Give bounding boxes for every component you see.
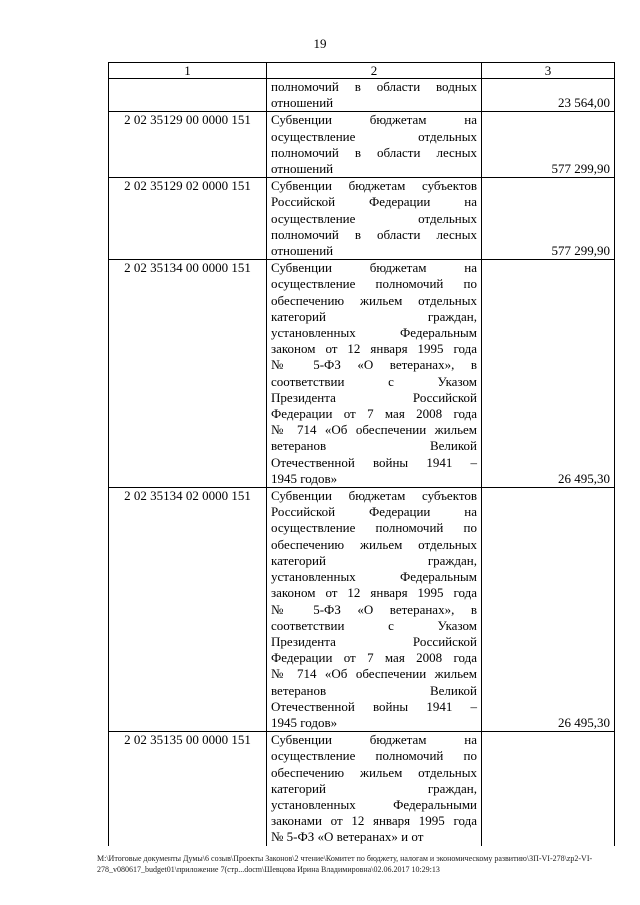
file-path-footer: M:\Итоговые документы Думы\6 созыв\Проекты Законов\2 чтение\Комитет по бюджету, налогам и экономическому развитию\ЗП-VI-278\zp2-VI-278_v080617_budget01\приложение 7(стр...docm\Шевцова Ирина Владимировна\02.06.2017 10:29:13	[97, 854, 593, 874]
description-line: № 714 «Об обеспечении жильем	[271, 666, 477, 682]
description-line: осуществление полномочий по	[271, 748, 477, 764]
table-row	[109, 732, 615, 846]
table-row	[109, 112, 615, 178]
budget-code: 2 02 35129 02 0000 151	[109, 178, 267, 260]
description-line: Отечественной войны 1941 –	[271, 454, 477, 470]
description-line: Субвенции бюджетам субъектов	[271, 178, 477, 194]
description-cell	[267, 260, 482, 488]
budget-code: 2 02 35134 02 0000 151	[109, 488, 267, 732]
amount	[482, 732, 615, 846]
description-line: отношений	[271, 161, 334, 177]
amount: 26 495,30	[482, 488, 615, 732]
description-line: 1945 годов»	[271, 470, 338, 486]
column-header-2: 2	[267, 63, 482, 79]
description-line: Российской Федерации на	[271, 504, 477, 520]
description-line: осуществление отдельных	[271, 210, 477, 226]
description-line: Субвенции бюджетам на	[271, 260, 477, 276]
description-line: № 714 «Об обеспечении жильем	[271, 422, 477, 438]
description-line: № 5-ФЗ «О ветеранах», в	[271, 357, 477, 373]
amount: 577 299,90	[482, 178, 615, 260]
description-line: осуществление отдельных	[271, 128, 477, 144]
description-line: Субвенции бюджетам на	[271, 732, 477, 748]
description-line: полномочий в области водных	[271, 79, 477, 94]
description-line: № 5-ФЗ «О ветеранах» и от	[271, 829, 424, 845]
description-line: ветеранов Великой	[271, 682, 477, 698]
description-line: 1945 годов»	[271, 714, 338, 730]
budget-code: 2 02 35129 00 0000 151	[109, 112, 267, 178]
table-row	[109, 260, 615, 488]
description-cell	[267, 112, 482, 178]
description-line: Президента Российской	[271, 389, 477, 405]
column-header-1: 1	[109, 63, 267, 79]
description-line: установленных Федеральным	[271, 325, 477, 341]
description-line: обеспечению жильем отдельных	[271, 292, 477, 308]
description-line: Президента Российской	[271, 633, 477, 649]
description-cell	[267, 488, 482, 732]
description-line: осуществление полномочий по	[271, 276, 477, 292]
description-line: № 5-ФЗ «О ветеранах», в	[271, 601, 477, 617]
description-line: ветеранов Великой	[271, 438, 477, 454]
description-line: обеспечению жильем отдельных	[271, 764, 477, 780]
description-line: Федерации от 7 мая 2008 года	[271, 650, 477, 666]
table-row	[109, 79, 615, 112]
description-cell	[267, 732, 482, 846]
description-line: полномочий в области лесных	[271, 226, 477, 242]
table-row	[109, 178, 615, 260]
description-line: категорий граждан,	[271, 780, 477, 796]
description-line: законами от 12 января 1995 года	[271, 813, 477, 829]
description-line: соответствии с Указом	[271, 373, 477, 389]
description-line: Федерации от 7 мая 2008 года	[271, 406, 477, 422]
description-line: категорий граждан,	[271, 552, 477, 568]
description-line: законом от 12 января 1995 года	[271, 585, 477, 601]
description-line: отношений	[271, 243, 334, 259]
description-line: Субвенции бюджетам субъектов	[271, 488, 477, 504]
description-cell	[267, 79, 482, 112]
amount: 23 564,00	[482, 79, 615, 112]
description-line: осуществление полномочий по	[271, 520, 477, 536]
description-line: отношений	[271, 95, 334, 111]
description-line: Субвенции бюджетам на	[271, 112, 477, 128]
amount: 26 495,30	[482, 260, 615, 488]
description-line: установленных Федеральным	[271, 569, 477, 585]
description-line: соответствии с Указом	[271, 617, 477, 633]
table-header-row	[109, 63, 615, 79]
description-cell	[267, 178, 482, 260]
budget-table	[108, 62, 615, 846]
budget-code	[109, 79, 267, 112]
budget-code: 2 02 35134 00 0000 151	[109, 260, 267, 488]
amount: 577 299,90	[482, 112, 615, 178]
table-row	[109, 488, 615, 732]
page-number: 19	[313, 36, 327, 51]
description-line: обеспечению жильем отдельных	[271, 536, 477, 552]
description-line: Отечественной войны 1941 –	[271, 698, 477, 714]
description-line: категорий граждан,	[271, 308, 477, 324]
description-line: Российской Федерации на	[271, 194, 477, 210]
budget-code: 2 02 35135 00 0000 151	[109, 732, 267, 846]
column-header-3: 3	[482, 63, 615, 79]
description-line: полномочий в области лесных	[271, 144, 477, 160]
description-line: установленных Федеральными	[271, 796, 477, 812]
description-line: законом от 12 января 1995 года	[271, 341, 477, 357]
